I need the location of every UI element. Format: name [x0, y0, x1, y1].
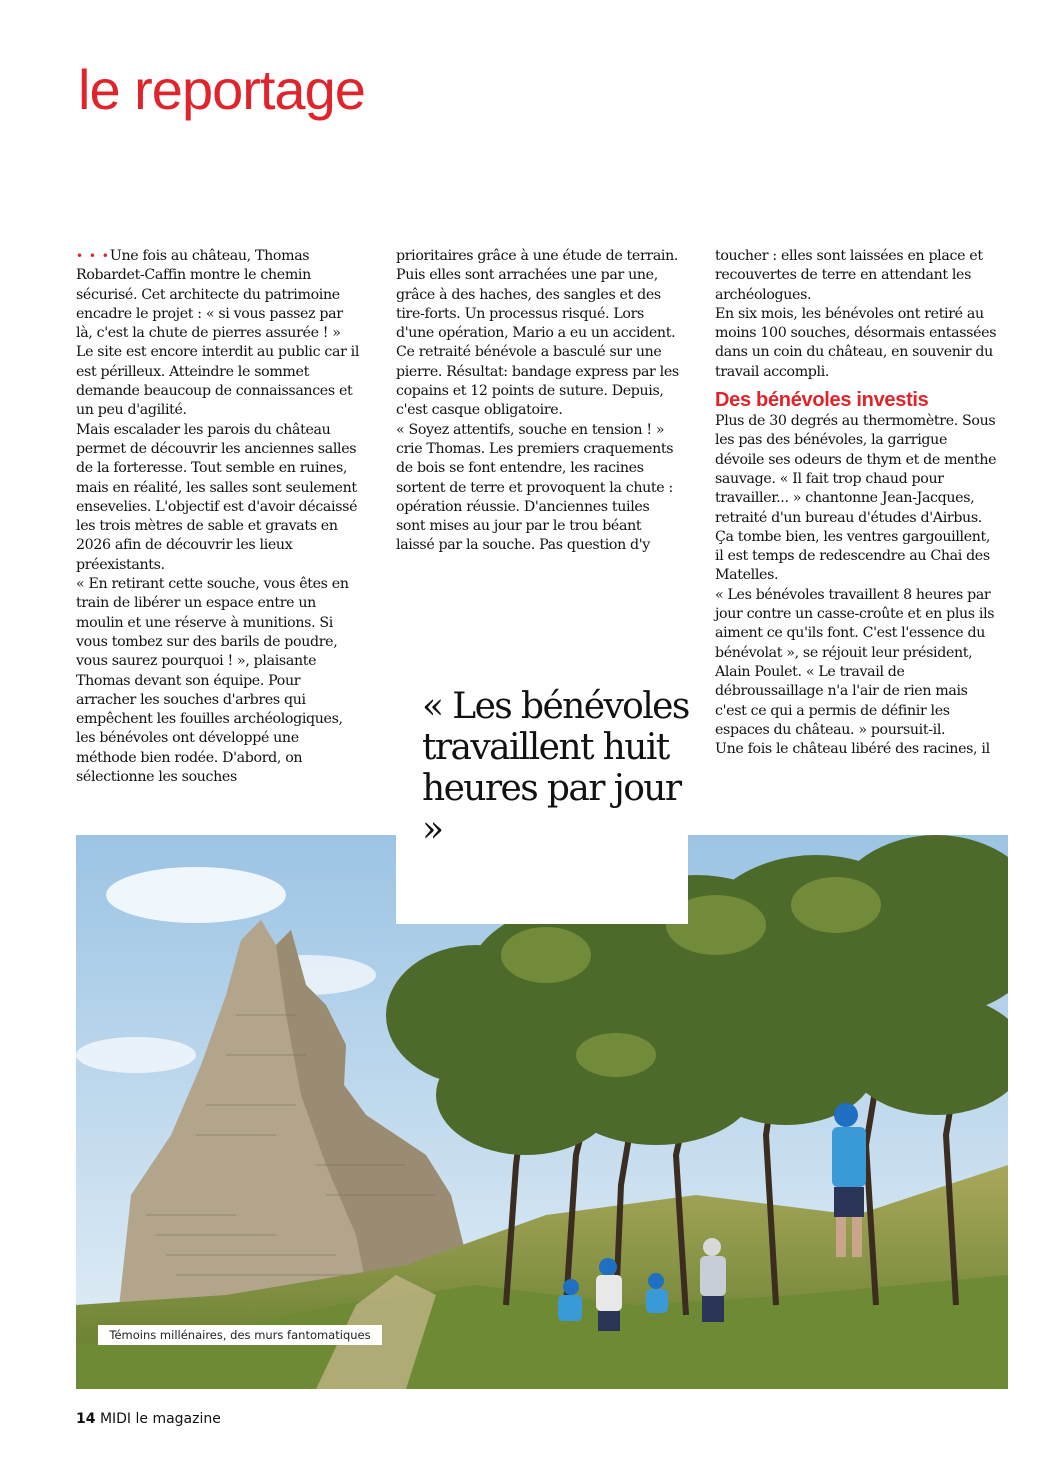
paragraph: « Soyez attentifs, souche en tension ! » crie Thomas. Les premiers craquements de bois se font entendre, les racines sortent de terre et provoquent la chute : opération réussie. D'anciennes tuiles sont mises au jour par le trou béant laissé par la souche. Pas question d'y — [396, 421, 674, 554]
lead-dots: • • • — [76, 249, 110, 263]
paragraph: « En retirant cette souche, vous êtes en train de libérer un espace entre un moulin et une réserve à munitions. Si vous tombez sur des barils de poudre, vous saurez pourquoi ! », plaisante Thomas devant son équipe. Pour arracher les souches d'arbres qui empêchent les fouilles archéologiques, les bénévoles ont développé une méthode bien rodée. D'abord, on sélectionne les souches — [76, 576, 349, 786]
lead-paragraph — [76, 247, 361, 343]
paragraph: Une fois le château libéré des racines, il — [715, 741, 990, 758]
paragraph: Le site est encore interdit au public car il est périlleux. Atteindre le sommet demande beaucoup de connaissances et un peu d'agilité. — [76, 344, 360, 419]
pull-quote-box — [396, 680, 688, 924]
subheading: Des bénévoles investis — [715, 389, 929, 412]
paragraph: Une fois au château, Thomas Robardet-Caffin montre le chemin sécurisé. Cet architecte du patrimoine encadre le projet : « si vous passez par là, c'est la chute de pierres assurée ! » — [76, 248, 343, 342]
photo-caption: Témoins millénaires, des murs fantomatiques — [98, 1325, 382, 1345]
paragraph: « Les bénévoles travaillent 8 heures par jour contre un casse-croûte et en plus ils aiment ce qu'ils font. C'est l'essence du bénévolat », se réjouit leur président, Alain Poulet. « Le travail de débroussaillage n'a l'air de rien mais c'est ce qui a permis de définir les espaces du château. » poursuit-il. — [715, 586, 995, 738]
paragraph: toucher : elles sont laissées en place et recouvertes de terre en attendant les archéologues. — [715, 248, 983, 303]
paragraph: En six mois, les bénévoles ont retiré au moins 100 souches, désormais entassées dans un coin du château, en souvenir du travail accompli. — [715, 305, 997, 380]
page-number: 14 — [76, 1411, 96, 1427]
pull-quote: « Les bénévoles travaillent huit heures par jour » — [422, 686, 689, 850]
cloud — [76, 1037, 196, 1073]
paragraph: Plus de 30 degrés au thermomètre. Sous les pas des bénévoles, la garrigue dévoile ses odeurs de thym et de menthe sauvage. « Il fait trop chaud pour travailler... » chantonne Jean-Jacques, retraité d'un bureau d'études d'Airbus. Ça tombe bien, les ventres gargouillent, il est temps de redescendre au Chai des Matelles. — [715, 413, 997, 584]
section-title: le reportage — [78, 58, 365, 121]
article-column-1 — [76, 247, 361, 787]
page-footer — [76, 1411, 221, 1427]
article-column-2 — [396, 247, 681, 556]
cloud — [106, 867, 286, 923]
paragraph: Mais escalader les parois du château permet de découvrir les anciennes salles de la forteresse. Tout semble en ruines, mais en réalité, les salles sont seulement ensevelies. L'objectif est d'avoir décaissé les trois mètres de sable et gravats en 2026 afin de découvrir les lieux préexistants. — [76, 421, 358, 573]
article-column-3 — [715, 247, 1000, 759]
paragraph: prioritaires grâce à une étude de terrain. Puis elles sont arrachées une par une, grâce à des haches, des sangles et des tire-forts. Un processus risqué. Lors d'une opération, Mario a eu un accident. Ce retraité bénévole a basculé sur une pierre. Résultat: bandage express par les copains et 12 points de suture. Depuis, c'est casque obligatoire. — [396, 248, 679, 419]
magazine-name: MIDI le magazine — [99, 1411, 221, 1427]
